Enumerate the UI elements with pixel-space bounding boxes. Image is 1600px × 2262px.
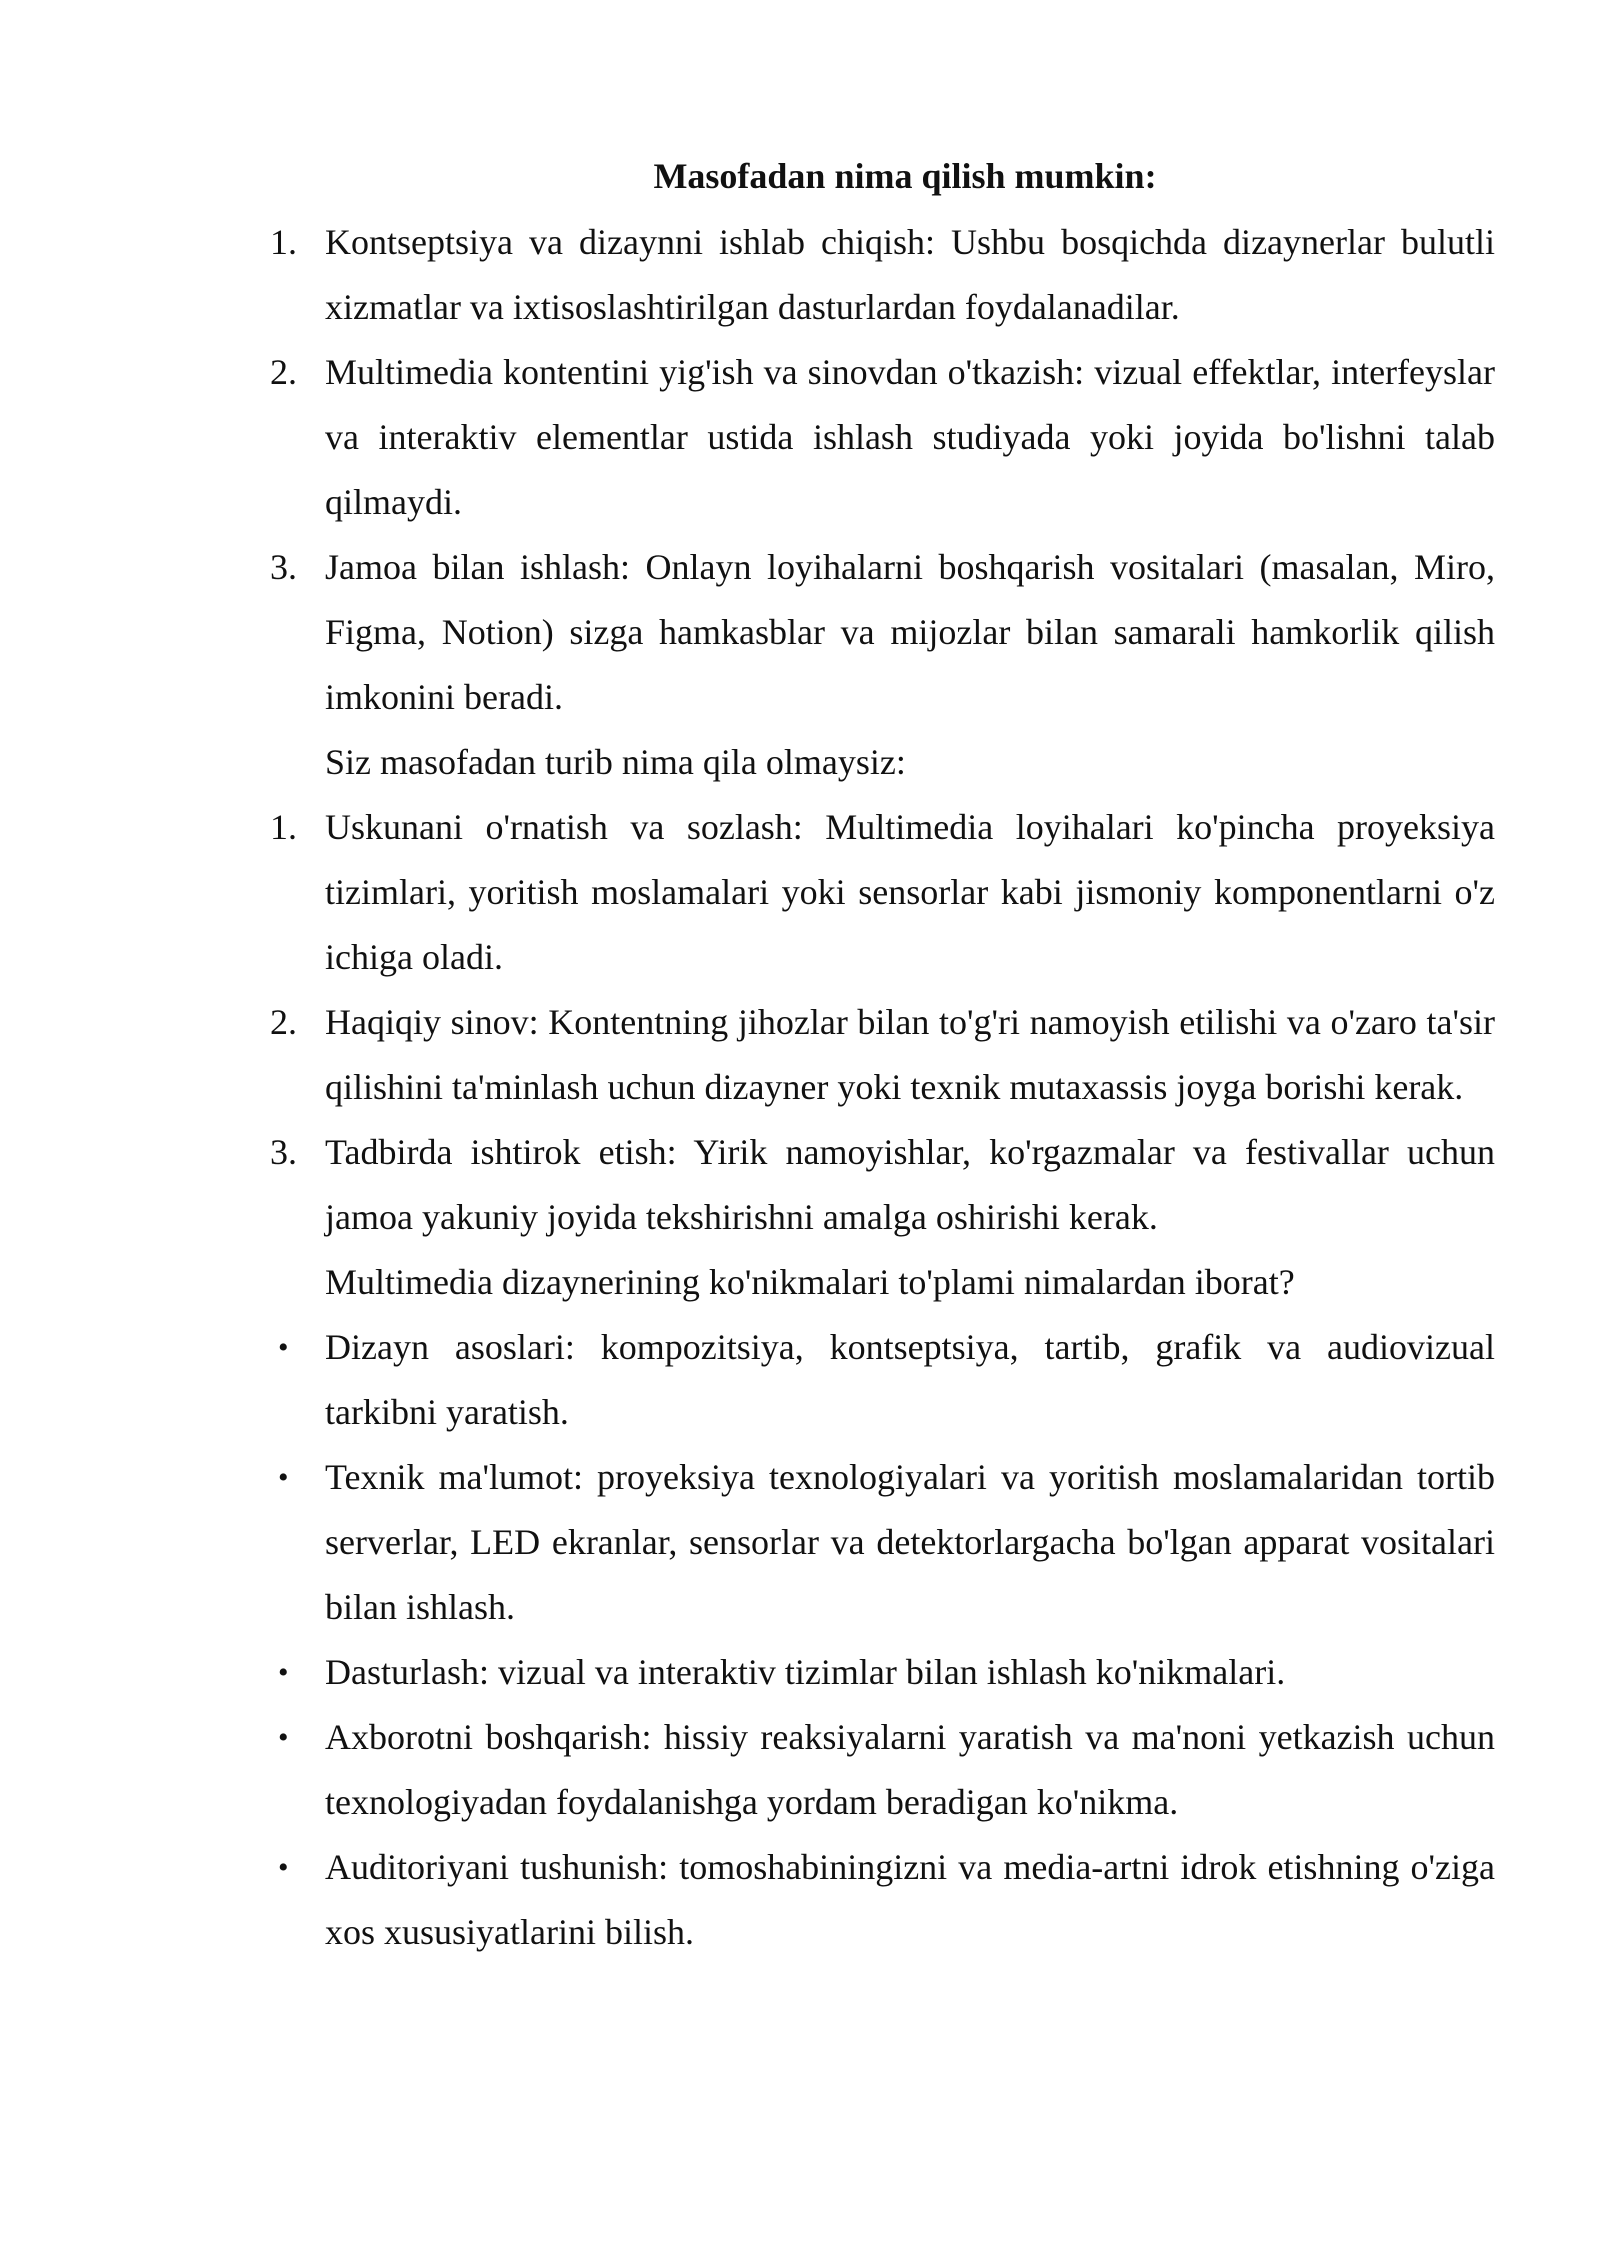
list-item xyxy=(270,340,1495,535)
list-item-text: Kontseptsiya va dizaynni ishlab chiqish: Ushbu bosqichda dizaynerlar bulutli xizmatlar va ixtisoslashtirilgan dasturlardan foydalanadilar. xyxy=(325,222,1495,327)
bullet-item xyxy=(270,1445,1495,1640)
bullet-item xyxy=(270,1315,1495,1445)
list-item-text: Haqiqiy sinov: Kontentning jihozlar bilan to'g'ri namoyish etilishi va o'zaro ta'sir qilishini ta'minlash uchun dizayner yoki texnik mutaxassis joyga borishi kerak. xyxy=(325,1002,1495,1107)
list-number: 1. xyxy=(270,807,297,847)
bullet-item xyxy=(270,1835,1495,1965)
bullet-item xyxy=(270,1705,1495,1835)
list-item-text: Jamoa bilan ishlash: Onlayn loyihalarni boshqarish vositalari (masalan, Miro, Figma, Notion) sizga hamkasblar va mijozlar bilan samarali hamkorlik qilish imkonini beradi. xyxy=(325,547,1495,717)
page-title: Masofadan nima qilish mumkin: xyxy=(653,156,1157,196)
list-item-text: Uskunani o'rnatish va sozlash: Multimedia loyihalari ko'pincha proyeksiya tizimlari, yoritish moslamalari yoki sensorlar kabi jismoniy komponentlarni o'z ichiga oladi. xyxy=(325,807,1495,977)
list-item-text: Multimedia kontentini yig'ish va sinovdan o'tkazish: vizual effektlar, interfeyslar va interaktiv elementlar ustida ishlash studiyada yoki joyida bo'lishni talab qilmaydi. xyxy=(325,352,1495,522)
list-item xyxy=(270,1120,1495,1250)
list-number: 3. xyxy=(270,1132,297,1172)
bullet-icon: • xyxy=(278,1851,289,1884)
list-number: 1. xyxy=(270,222,297,262)
subheading: Multimedia dizaynerining ko'nikmalari to'plami nimalardan iborat? xyxy=(325,1262,1295,1302)
list-item xyxy=(270,210,1495,340)
subheading: Siz masofadan turib nima qila olmaysiz: xyxy=(325,742,906,782)
list-item xyxy=(270,990,1495,1120)
bullet-icon: • xyxy=(278,1461,289,1494)
bullet-item-text: Dizayn asoslari: kompozitsiya, kontseptsiya, tartib, grafik va audiovizual tarkibni yaratish. xyxy=(325,1327,1495,1432)
bullet-item-text: Axborotni boshqarish: hissiy reaksiyalarni yaratish va ma'noni yetkazish uchun texnologiyadan foydalanishga yordam beradigan ko'nikma. xyxy=(325,1717,1495,1822)
bullet-item-text: Dasturlash: vizual va interaktiv tizimlar bilan ishlash ko'nikmalari. xyxy=(325,1652,1286,1692)
bullet-item-text: Auditoriyani tushunish: tomoshabiningizni va media-artni idrok etishning o'ziga xos xususiyatlarini bilish. xyxy=(325,1847,1495,1952)
bullet-item-text: Texnik ma'lumot: proyeksiya texnologiyalari va yoritish moslamalaridan tortib serverlar, LED ekranlar, sensorlar va detektorlargacha bo'lgan apparat vositalari bilan ishlash. xyxy=(325,1457,1495,1627)
list-item-text: Tadbirda ishtirok etish: Yirik namoyishlar, ko'rgazmalar va festivallar uchun jamoa yakuniy joyida tekshirishni amalga oshirishi kerak. xyxy=(325,1132,1495,1237)
bullet-item xyxy=(270,1640,1495,1705)
list-number: 3. xyxy=(270,547,297,587)
document-body xyxy=(270,210,1495,1965)
list-number: 2. xyxy=(270,1002,297,1042)
bullet-icon: • xyxy=(278,1721,289,1754)
bullet-icon: • xyxy=(278,1656,289,1689)
bullet-icon: • xyxy=(278,1331,289,1364)
list-number: 2. xyxy=(270,352,297,392)
list-item xyxy=(270,535,1495,730)
list-item xyxy=(270,795,1495,990)
